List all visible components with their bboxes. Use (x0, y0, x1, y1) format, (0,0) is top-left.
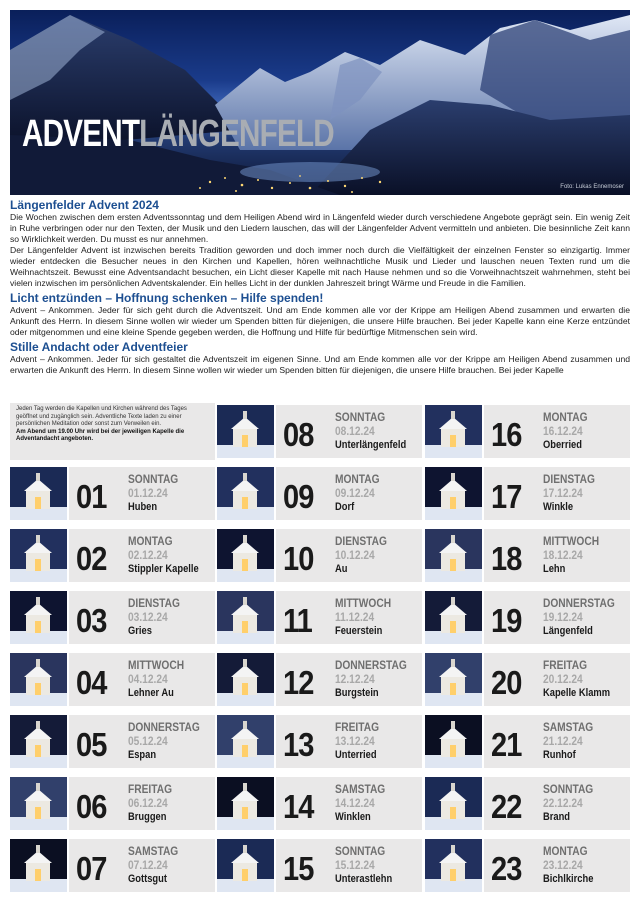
chapel-location: Gottsgut (128, 873, 167, 885)
chapel-location: Winkle (543, 501, 574, 513)
calendar-day-cell (10, 651, 215, 708)
chapel-photo (425, 405, 482, 458)
chapel-photo (425, 467, 482, 520)
calendar-day-info (276, 653, 422, 706)
title-part-advent: ADVENT (22, 113, 140, 155)
calendar-day-info (484, 777, 630, 830)
day-number: 05 (76, 726, 107, 763)
date-label: 09.12.24 (335, 486, 375, 500)
chapel-photo (10, 653, 67, 706)
date-label: 12.12.24 (335, 672, 375, 686)
date-label: 02.12.24 (128, 548, 168, 562)
day-number: 06 (76, 788, 107, 825)
date-label: 13.12.24 (335, 734, 375, 748)
day-number: 08 (283, 416, 314, 453)
calendar-day-cell (425, 403, 630, 460)
date-label: 10.12.24 (335, 548, 375, 562)
date-label: 05.12.24 (128, 734, 168, 748)
calendar-day-info (484, 591, 630, 644)
calendar-day-cell (425, 527, 630, 584)
chapel-photo (425, 591, 482, 644)
day-number: 07 (76, 850, 107, 887)
calendar-day-info (276, 529, 422, 582)
day-number: 14 (283, 788, 314, 825)
day-number: 13 (283, 726, 314, 763)
title-part-laengenfeld: LÄNGENFELD (139, 113, 334, 155)
day-number: 11 (283, 602, 312, 639)
weekday-label: SAMSTAG (128, 844, 179, 858)
header-photo (10, 10, 630, 195)
day-number: 19 (491, 602, 522, 639)
date-label: 17.12.24 (543, 486, 583, 500)
day-number: 20 (491, 664, 522, 701)
chapel-photo (425, 839, 482, 892)
chapel-photo (10, 715, 67, 768)
paragraph: Advent – Ankommen. Jeder für sich geht durch die Adventszeit. Und am Ende kommen alle vor der Krippe am Heiligen Abend zusammen und erwarten die Ankunft des Herrn. In diesem Sinne wollen wir wieder um Spenden bitten für diejenigen, die unsere Hilfe brauchen. Bei jeder Kapelle kann eine Kerze entzündet oder mitgenommen und eine kleine Spende gegeben werden, die Hoffnung und Hilfe für bedürftige Mitmenschen sein wird. (10, 305, 630, 337)
calendar-day-cell (425, 589, 630, 646)
weekday-label: DIENSTAG (128, 596, 180, 610)
chapel-location: Feuerstein (335, 625, 383, 637)
chapel-location: Lehner Au (128, 687, 174, 699)
date-label: 21.12.24 (543, 734, 583, 748)
weekday-label: MONTAG (543, 410, 588, 424)
mountain-valley-illustration (10, 10, 630, 195)
date-label: 20.12.24 (543, 672, 583, 686)
day-number: 04 (76, 664, 107, 701)
calendar-day-cell (217, 651, 422, 708)
chapel-location: Brand (543, 811, 571, 823)
day-number: 10 (283, 540, 314, 577)
calendar-day-info (484, 467, 630, 520)
calendar-day-cell (217, 403, 422, 460)
weekday-label: DONNERSTAG (128, 720, 200, 734)
date-label: 16.12.24 (543, 424, 583, 438)
calendar-day-cell (217, 465, 422, 522)
chapel-photo (425, 715, 482, 768)
day-number: 12 (283, 664, 314, 701)
calendar-day-info (484, 839, 630, 892)
day-number: 15 (283, 850, 314, 887)
calendar-day-cell (425, 465, 630, 522)
chapel-location: Unterried (335, 749, 377, 761)
chapel-location: Espan (128, 749, 157, 761)
chapel-photo (10, 839, 67, 892)
calendar-day-cell (10, 465, 215, 522)
calendar-day-info (276, 591, 422, 644)
weekday-label: SAMSTAG (335, 782, 386, 796)
chapel-location: Unterastlehn (335, 873, 393, 885)
calendar-day-info (484, 529, 630, 582)
day-number: 09 (283, 478, 314, 515)
section-heading-andacht: Stille Andacht oder Adventfeier (10, 340, 188, 354)
calendar-day-cell (10, 589, 215, 646)
chapel-location: Runhof (543, 749, 576, 761)
calendar-day-cell (217, 589, 422, 646)
weekday-label: SONNTAG (335, 410, 386, 424)
calendar-day-info (484, 653, 630, 706)
chapel-photo (217, 529, 274, 582)
chapel-location: Dorf (335, 501, 355, 513)
calendar-day-cell (10, 527, 215, 584)
paragraph: Die Wochen zwischen dem ersten Adventssonntag und dem Heiligen Abend wird in Längenfeld wieder durch verschiedene Angebote geprägt sein. Ein wenig Zeit in Ruhe verbringen oder nur den Texten, der Musik und den Liedern lauschen, das will der Längenfelder Advent vermitteln und anbieten. Die besinnliche Zeit kann so Wirklichkeit werden. Du musst es nur annehmen. (10, 212, 630, 244)
weekday-label: SONNTAG (543, 782, 594, 796)
date-label: 06.12.24 (128, 796, 168, 810)
date-label: 19.12.24 (543, 610, 583, 624)
calendar-day-cell (217, 527, 422, 584)
chapel-photo (217, 467, 274, 520)
weekday-label: MONTAG (335, 472, 380, 486)
calendar-day-cell (10, 775, 215, 832)
chapel-location: Gries (128, 625, 152, 637)
calendar-day-info (276, 405, 422, 458)
chapel-photo (217, 715, 274, 768)
weekday-label: MITTWOCH (128, 658, 185, 672)
weekday-label: MITTWOCH (543, 534, 600, 548)
calendar-day-cell (217, 775, 422, 832)
date-label: 14.12.24 (335, 796, 375, 810)
weekday-label: DIENSTAG (543, 472, 595, 486)
chapel-location: Unterlängenfeld (335, 439, 407, 451)
calendar-day-info (484, 715, 630, 768)
section-heading-advent-2024: Längenfelder Advent 2024 (10, 198, 159, 212)
calendar-day-info (69, 839, 215, 892)
chapel-photo (425, 777, 482, 830)
chapel-photo (217, 405, 274, 458)
calendar-day-info (69, 715, 215, 768)
chapel-photo (217, 777, 274, 830)
day-number: 17 (491, 478, 522, 515)
date-label: 04.12.24 (128, 672, 168, 686)
weekday-label: MITTWOCH (335, 596, 392, 610)
weekday-label: SONNTAG (335, 844, 386, 858)
calendar-day-cell (425, 837, 630, 894)
calendar-day-cell (425, 713, 630, 770)
chapel-photo (425, 653, 482, 706)
date-label: 07.12.24 (128, 858, 168, 872)
weekday-label: SAMSTAG (543, 720, 594, 734)
photo-credit: Foto: Lukas Ennemoser (560, 184, 624, 190)
chapel-photo (425, 529, 482, 582)
chapel-location: Kapelle Klamm (543, 687, 611, 699)
chapel-photo (217, 591, 274, 644)
date-label: 11.12.24 (335, 610, 375, 624)
day-number: 02 (76, 540, 107, 577)
day-number: 22 (491, 788, 522, 825)
date-label: 18.12.24 (543, 548, 583, 562)
chapel-photo (217, 653, 274, 706)
paragraph: Der Längenfelder Advent ist inzwischen bereits Tradition geworden und doch immer noch durch die Vielfältigkeit der einzelnen Fenster so einzigartig. Immer wieder entdecken die Besucher neues in den Kirchen und Kapellen, hören weihnachtliche Musik und Lieder und lauschen neuen Texten rund um die Weihnachtszeit. Bewusst eine Adventsandacht besuchen, ein Licht dieser Kapelle mit nach Hause nehmen und so die Vorweihnachtszeit wahrnehmen, steht bei vielen inzwischen im persönlichen Adventskalender. Ein helles Licht in der dunklen Jahreszeit bringt Wärme und Freude in die Familien. (10, 245, 630, 288)
calendar-day-cell (10, 837, 215, 894)
calendar-day-info (69, 777, 215, 830)
article-text (10, 198, 630, 376)
chapel-location: Au (335, 563, 348, 575)
weekday-label: MONTAG (543, 844, 588, 858)
calendar-day-info (276, 777, 422, 830)
section-heading-licht: Licht entzünden – Hoffnung schenken – Hilfe spenden! (10, 291, 324, 305)
chapel-location: Burgstein (335, 687, 379, 699)
weekday-label: FREITAG (128, 782, 173, 796)
calendar-day-info (276, 839, 422, 892)
calendar-day-cell (217, 837, 422, 894)
chapel-location: Huben (128, 501, 158, 513)
chapel-location: Bichlkirche (543, 873, 594, 885)
weekday-label: MONTAG (128, 534, 173, 548)
day-number: 21 (491, 726, 522, 763)
calendar-day-info (69, 529, 215, 582)
chapel-location: Bruggen (128, 811, 167, 823)
day-number: 01 (76, 478, 107, 515)
calendar-intro-box (10, 403, 215, 460)
paragraph: Advent – Ankommen. Jeder für sich gestaltet die Adventszeit im eigenen Sinne. Und am Ende kommen alle vor der Krippe am Heiligen Abend zusammen und erwarten die Ankunft des Herrn. In diesem Sinne wollen wir wieder um Spenden bitten für diejenigen, die unsere Hilfe brauchen. Bei jeder Kapelle (10, 354, 630, 375)
date-label: 15.12.24 (335, 858, 375, 872)
date-label: 03.12.24 (128, 610, 168, 624)
page-title (22, 113, 334, 156)
calendar-day-info (276, 467, 422, 520)
day-number: 16 (491, 416, 522, 453)
chapel-location: Stippler Kapelle (128, 563, 199, 575)
chapel-photo (10, 467, 67, 520)
chapel-location: Winklen (335, 811, 371, 823)
weekday-label: FREITAG (335, 720, 380, 734)
day-number: 03 (76, 602, 107, 639)
chapel-location: Lehn (543, 563, 566, 575)
weekday-label: DONNERSTAG (543, 596, 615, 610)
calendar-intro-note: Am Abend um 19.00 Uhr wird bei der jeweiligen Kapelle die Adventandacht angeboten. (16, 428, 185, 442)
weekday-label: DONNERSTAG (335, 658, 407, 672)
weekday-label: FREITAG (543, 658, 588, 672)
chapel-photo (217, 839, 274, 892)
weekday-label: SONNTAG (128, 472, 179, 486)
chapel-photo (10, 529, 67, 582)
calendar-day-cell (217, 713, 422, 770)
date-label: 01.12.24 (128, 486, 168, 500)
calendar-day-info (69, 467, 215, 520)
chapel-photo (10, 777, 67, 830)
calendar-day-info (484, 405, 630, 458)
day-number: 18 (491, 540, 522, 577)
calendar-day-info (276, 715, 422, 768)
calendar-day-info (69, 591, 215, 644)
chapel-location: Oberried (543, 439, 582, 451)
weekday-label: DIENSTAG (335, 534, 387, 548)
chapel-location: Längenfeld (543, 625, 593, 637)
calendar-day-cell (10, 713, 215, 770)
calendar-intro-text: Jeden Tag werden die Kapellen und Kirchen während des Tages geöffnet und zugänglich sein. Adventliche Texte laden zu einer persönlichen Meditation oder sonst zum Verweilen ein. (16, 406, 187, 427)
calendar-day-info (69, 653, 215, 706)
calendar-day-cell (425, 775, 630, 832)
date-label: 08.12.24 (335, 424, 375, 438)
date-label: 22.12.24 (543, 796, 583, 810)
chapel-photo (10, 591, 67, 644)
date-label: 23.12.24 (543, 858, 583, 872)
day-number: 23 (491, 850, 522, 887)
calendar-day-cell (425, 651, 630, 708)
